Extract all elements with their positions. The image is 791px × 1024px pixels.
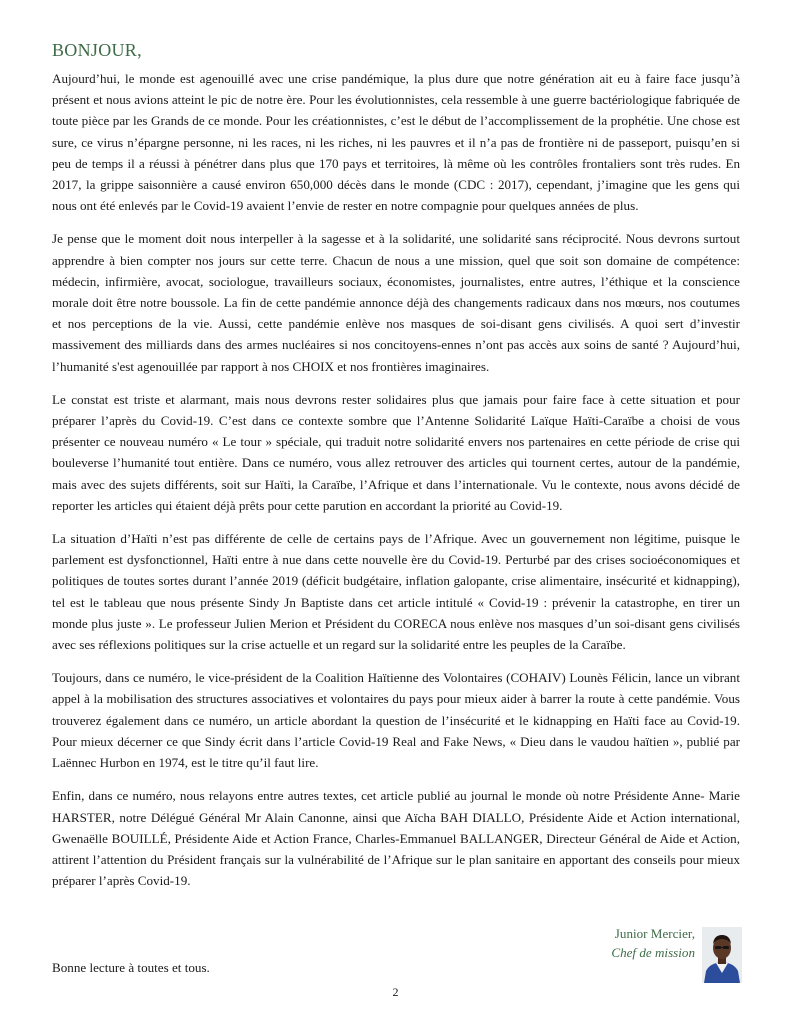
greeting-heading: BONJOUR,	[52, 40, 142, 60]
paragraph: Le constat est triste et alarmant, mais nous devrons rester solidaires plus que jamais pour faire face à cette situation et pour préparer l’après du Covid-19. C’est dans ce contexte sombre que l’Antenne Solidarité Laïque Haïti-Caraïbe a choisi de vous présenter ce nouveau numéro « Le tour » spéciale, qui traduit notre solidarité envers nos partenaires en cette période de crise qui bouleverse l’humanité tout entière. Dans ce numéro, vous allez retrouver des articles qui tournent certes, autour de la pandémie, mais avec des sujets différents, soit sur Haïti, la Caraïbe, l’Afrique et dans l’internationale. Vu le contexte, nous avons décidé de reporter les articles qui étaient déjà prêts pour cette parution en accordant la priorité au Covid-19.	[52, 391, 740, 513]
signature-block	[611, 924, 695, 962]
paragraph: Je pense que le moment doit nous interpeller à la sagesse et à la solidarité, une solidarité sans réciprocité. Nous devrons surtout apprendre à bien compter nos jours sur cette terre. Chacun de nous a une mission, quel que soit son domaine de compétence: médecin, infirmière, avocat, sociologue, travailleurs sociaux, économistes, journalistes, entre autres, l’éthique et la conscience morale doit être notre boussole. La fin de cette pandémie annonce déjà des changements radicaux dans nos mœurs, nos coutumes et nos perceptions de la vie. Aussi, cette pandémie enlève nos masques de soi-disant gens civilisés. A quoi sert d’investir massivement des milliards dans des armes nucléaires si nos concitoyens-ennes n’ont pas accès aux soins de santé ? Aujourd’hui, l’humanité s'est agenouillée par rapport à nos CHOIX et nos frontières imaginaires.	[52, 231, 740, 374]
editorial-body	[52, 68, 740, 903]
signature-role: Chef de mission	[611, 945, 695, 960]
closing-line: Bonne lecture à toutes et tous.	[52, 960, 210, 975]
paragraph: Enfin, dans ce numéro, nous relayons entre autres textes, cet article publié au journal le monde où notre Présidente Anne- Marie HARSTER, notre Délégué Général Mr Alain Canonne, ainsi que Aïcha BAH DIALLO, Présidente Aide et Action international, Gwenaëlle BOUILLÉ, Présidente Aide et Action France, Charles-Emmanuel BALLANGER, Directeur Général de Aide et Action, attirent l’attention du Président français sur la vulnérabilité de l’Afrique sur le plan sanitaire en apportant des conseils pour mieux préparer l’après Covid-19.	[52, 788, 740, 889]
author-photo	[702, 927, 742, 983]
person-photo-icon	[702, 927, 742, 983]
paragraph: La situation d’Haïti n’est pas différente de celle de certains pays de l’Afrique. Avec un gouvernement non légitime, puisque le parlement est dysfonctionnel, Haïti entre à nue dans cette nouvelle ère du Covid-19. Perturbé par des crises socioéconomiques et politiques de toutes sortes durant l’année 2019 (déficit budgétaire, inflation galopante, crise alimentaire, insécurité et kidnapping), tel est le tableau que nous présente Sindy Jn Baptiste dans cet article intitulé « Covid-19 : prévenir la catastrophe, en tirer un monde plus juste ». Le professeur Julien Merion et Président du CORECA nous enlève nos masques d’un soi-disant gens civilisés avec ses réflexions politiques sur la crise actuelle et un regard sur la solidarité entre les peuples de la Caraïbe.	[52, 531, 740, 653]
paragraph: Aujourd’hui, le monde est agenouillé avec une crise pandémique, la plus dure que notre génération ait eu à faire face jusqu’à présent et nous avions atteint le pic de notre ère. Pour les évolutionnistes, cela ressemble à une guerre bactériologique fabriquée de toute pièce par les Grands de ce monde. Pour les créationnistes, c’est le début de l’accomplissement de la prophétie. Une chose est sure, ce virus n’épargne personne, ni les races, ni les riches, ni les pauvres et il n’a pas de frontière ni de passeport, puisqu’en si peu de temps il a réussi à pénétrer dans plus que 170 pays et territoires, là même où les contrôles frontaliers sont très rudes. En 2017, la grippe saisonnière a causé environ 650,000 décès dans le monde (CDC : 2017), cependant, j’imagine que les gens qui nous ont été enlevés par le Covid-19 avaient l’envie de rester en notre compagnie pour quelques années de plus.	[52, 71, 740, 214]
signature-name: Junior Mercier,	[614, 926, 695, 941]
paragraph: Toujours, dans ce numéro, le vice-président de la Coalition Haïtienne des Volontaires (COHAIV) Lounès Félicin, lance un vibrant appel à la mobilisation des structures associatives et volontaires du pays pour mieux aider à barrer la route à cette pandémie. Vous trouverez également dans ce numéro, un article abordant la question de l’insécurité et le kidnapping en Haïti face au Covid-19. Pour mieux décerner ce que Sindy écrit dans l’article Covid-19 Real and Fake News, « Dieu dans le vaudou haïtien », publié par Laënnec Hurbon en 1974, est le titre qu’il faut lire.	[52, 670, 740, 771]
page-number: 2	[392, 985, 399, 999]
